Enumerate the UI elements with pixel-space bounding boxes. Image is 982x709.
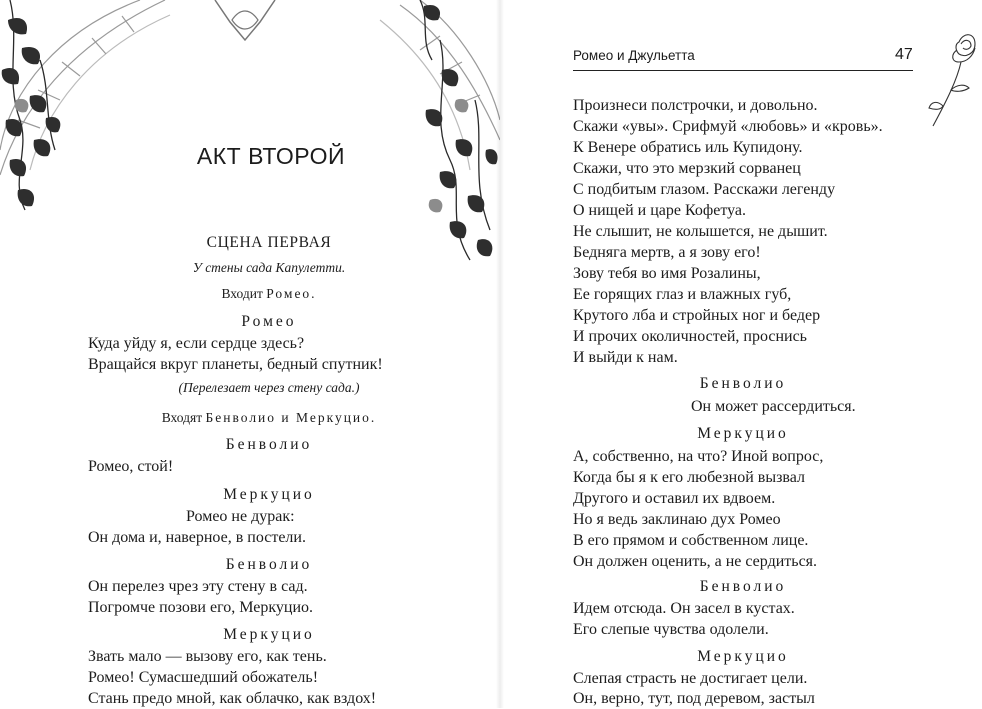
stage-entrance	[88, 286, 450, 302]
verse-line: Ромео, стой!	[88, 458, 174, 475]
verse-line: Зову тебя во имя Розалины,	[573, 265, 761, 282]
speaker-name: Меркуцио	[223, 486, 315, 503]
verse-line: Другого и оставил их вдвоем.	[573, 490, 776, 507]
scene-title: СЦЕНА ПЕРВАЯ	[206, 234, 332, 251]
verse-line: Ромео! Сумасшедший обожатель!	[88, 669, 319, 686]
verse-line: Он перелез чрез эту стену в сад.	[88, 578, 308, 595]
speaker-name: Меркуцио	[697, 648, 789, 665]
verse-line: А, собственно, на что? Иной вопрос,	[573, 448, 824, 465]
verse-line: О нищей и царе Кофетуа.	[573, 202, 747, 219]
verse-line: К Венере обратись иль Купидону.	[573, 139, 803, 156]
verse-line: И прочих околичностей, проснись	[573, 328, 807, 345]
speaker-name: Бенволио	[699, 375, 787, 392]
verse-line-indented: Ромео не дурак:	[186, 508, 295, 525]
verse-line: Погромче позови его, Меркуцио.	[88, 599, 314, 616]
speaker-name: Бенволио	[699, 578, 787, 595]
verse-line: Крутого лба и стройных ног и бедер	[573, 307, 821, 324]
verse-line: Бедняга мертв, а я зову его!	[573, 244, 761, 261]
running-head: Ромео и Джульетта	[573, 48, 695, 63]
verse-line: Произнеси полстрочки, и довольно.	[573, 97, 818, 114]
entrance-word: Входит	[221, 286, 263, 301]
verse-line: Слепая страсть не достигает цели.	[573, 670, 808, 687]
speaker-name: Ромео	[241, 313, 297, 330]
verse-line: Он дома и, наверное, в постели.	[88, 529, 306, 546]
speaker-name: Меркуцио	[697, 425, 789, 442]
entrance-names: Бенволио и Меркуцио.	[205, 410, 377, 425]
verse-line: Стань предо мной, как облачко, как вздох!	[88, 690, 377, 707]
speaker-name: Бенволио	[225, 556, 313, 573]
verse-line: Скажи, что это мерзкий сорванец	[573, 160, 801, 177]
verse-line: Его слепые чувства одолели.	[573, 621, 769, 638]
stage-direction: (Перелезает через стену сада.)	[178, 380, 360, 395]
verse-line: Ее горящих глаз и влажных губ,	[573, 286, 792, 303]
verse-line: Звать мало — вызову его, как тень.	[88, 648, 327, 665]
verse-line-indented: Он может рассердиться.	[691, 398, 856, 415]
garden-arch-illustration-icon	[0, 0, 500, 270]
page-number: 47	[895, 46, 913, 63]
verse-line: Но я ведь заклинаю дух Ромео	[573, 511, 781, 528]
verse-line: Идем отсюда. Он засел в кустах.	[573, 600, 795, 617]
entrance-names: Ромео.	[266, 286, 317, 301]
verse-line: Не слышит, не колышется, не дышит.	[573, 223, 828, 240]
rose-icon	[925, 20, 981, 130]
header-rule	[573, 70, 913, 71]
speaker-name: Меркуцио	[223, 626, 315, 643]
act-title: АКТ ВТОРОЙ	[196, 143, 346, 169]
verse-line: С подбитым глазом. Расскажи легенду	[573, 181, 836, 198]
verse-line: Вращайся вкруг планеты, бедный спутник!	[88, 356, 383, 373]
verse-line: И выйди к нам.	[573, 349, 678, 366]
verse-line: Когда бы я к его любезной вызвал	[573, 469, 805, 486]
right-page	[500, 0, 982, 708]
entrance-word: Входят	[161, 410, 203, 425]
scene-setting: У стены сада Капулетти.	[192, 260, 346, 275]
verse-line: Скажи «увы». Срифмуй «любовь» и «кровь».	[573, 118, 883, 135]
verse-line: Он, верно, тут, под деревом, застыл	[573, 690, 815, 707]
stage-entrance	[88, 410, 450, 426]
verse-line: В его прямом и собственном лице.	[573, 532, 809, 549]
verse-line: Он должен оценить, а не сердиться.	[573, 553, 818, 570]
verse-line: Куда уйду я, если сердце здесь?	[88, 335, 305, 352]
speaker-name: Бенволио	[225, 436, 313, 453]
